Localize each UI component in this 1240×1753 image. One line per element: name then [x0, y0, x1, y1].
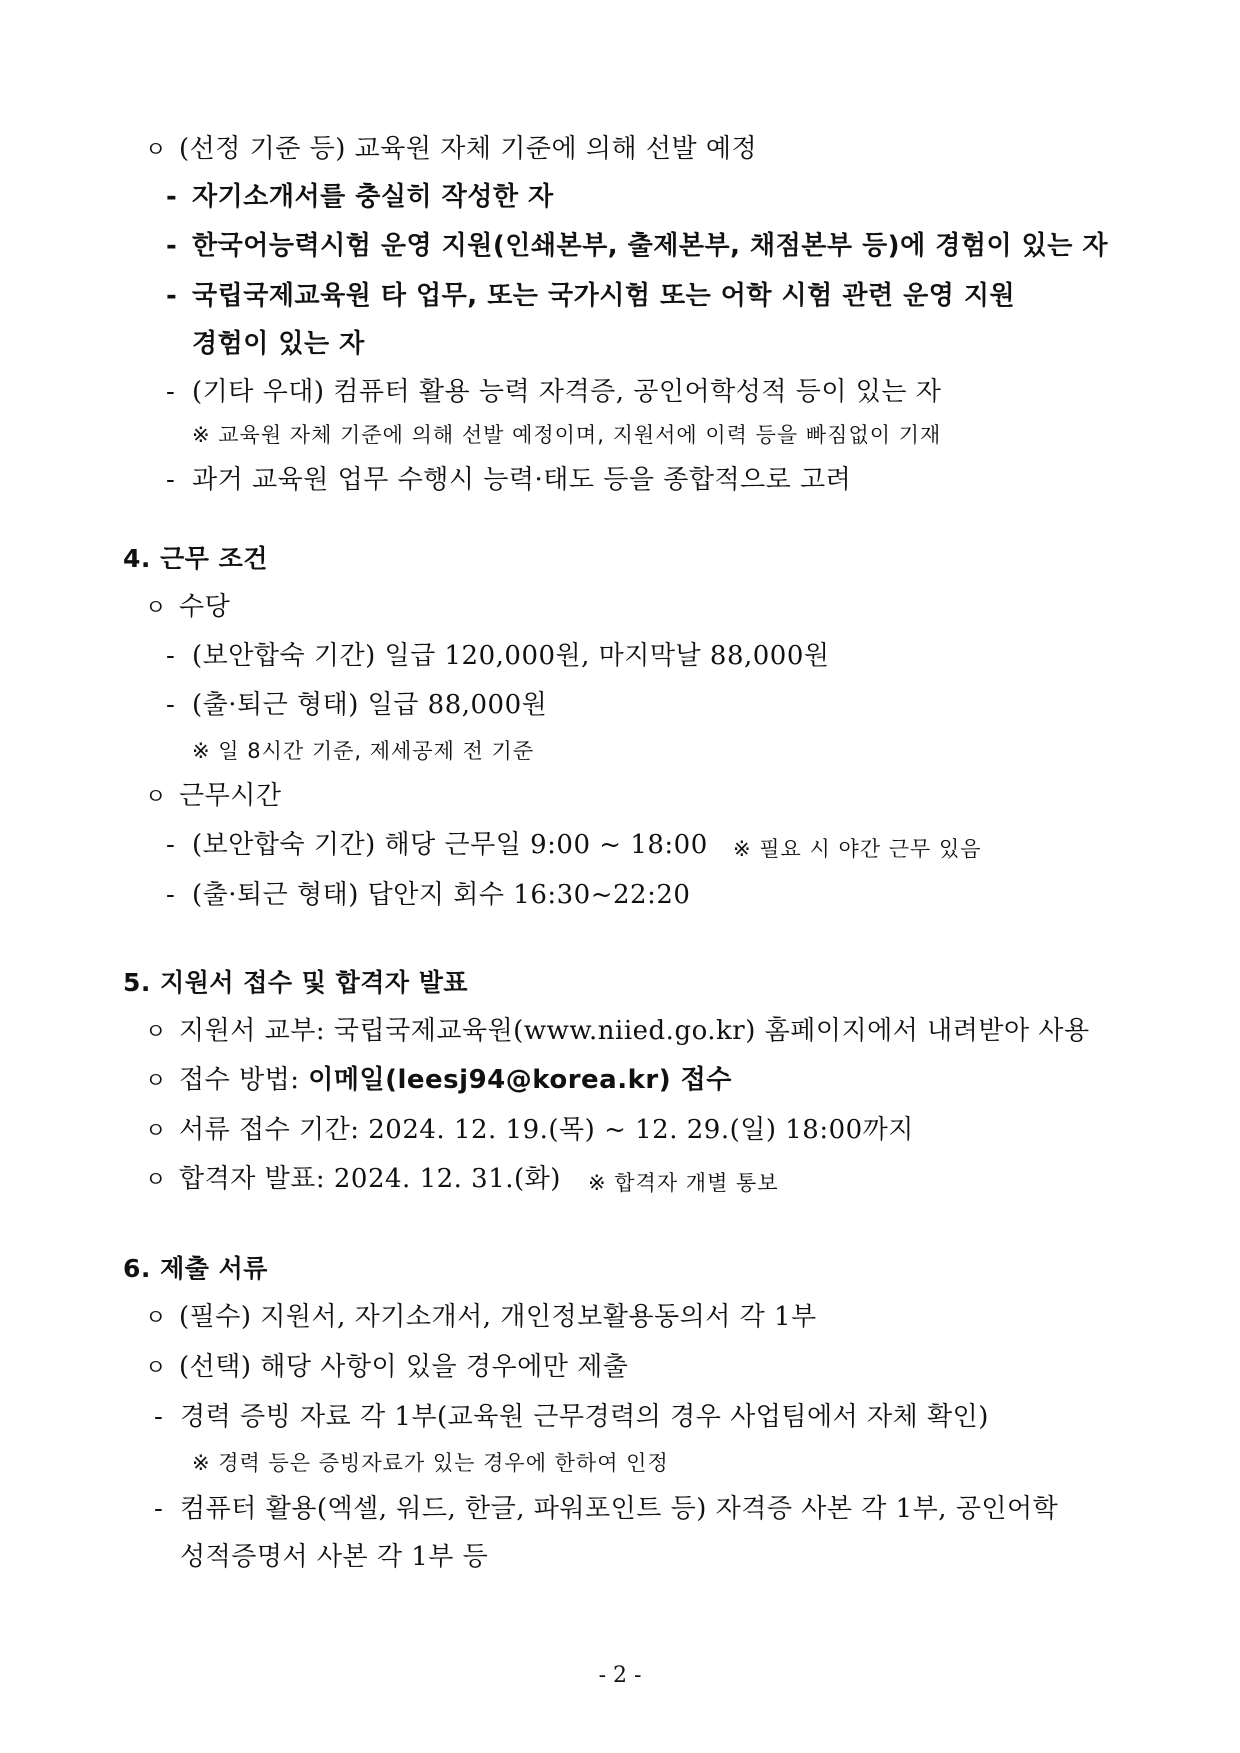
- bullet-marker: ㅇ: [145, 1306, 167, 1331]
- criteria-subitem: [166, 279, 1015, 313]
- bullet-marker: ㅇ: [145, 1020, 167, 1045]
- document-subitem-text: 경력 증빙 자료 각 1부(교육원 근무경력의 경우 사업팀에서 자체 확인): [180, 1402, 989, 1432]
- section-heading: 5. 지원서 접수 및 합격자 발표: [123, 968, 469, 997]
- criteria-subitem-continuation: 경험이 있는 자: [192, 329, 365, 359]
- condition-subitem: [166, 878, 690, 912]
- condition-subitem: [166, 639, 830, 673]
- criteria-subitem: [166, 180, 554, 214]
- document-subitem-text: 컴퓨터 활용(엑셀, 워드, 한글, 파워포인트 등) 자격증 사본 각 1부, 공인어학: [180, 1494, 1059, 1524]
- dash-marker: -: [166, 830, 176, 860]
- dash-marker: -: [154, 1494, 164, 1524]
- application-item: [145, 1113, 914, 1149]
- dash-marker: -: [166, 465, 176, 495]
- document-item: [145, 1300, 817, 1336]
- criteria-subitem-text: 한국어능력시험 운영 지원(인쇄본부, 출제본부, 채점본부 등)에 경험이 있는 자: [192, 231, 1109, 261]
- bullet-marker: ㅇ: [145, 1356, 167, 1381]
- application-label: 접수 방법:: [179, 1065, 309, 1095]
- application-item: [145, 1162, 561, 1198]
- criteria-item: [145, 132, 757, 168]
- dash-marker: -: [166, 377, 176, 407]
- criteria-subitem-text: 국립국제교육원 타 업무, 또는 국가시험 또는 어학 시험 관련 운영 지원: [192, 281, 1016, 311]
- application-email: 이메일(leesj94@korea.kr) 접수: [308, 1065, 732, 1095]
- condition-note: ※ 필요 시 야간 근무 있음: [733, 837, 982, 861]
- condition-subitem-text: (출·퇴근 형태) 일급 88,000원: [192, 690, 548, 720]
- document-subitem: [154, 1400, 989, 1434]
- bullet-marker: ㅇ: [145, 138, 167, 163]
- application-item: [145, 1014, 1090, 1050]
- criteria-note: ※ 교육원 자체 기준에 의해 선발 예정이며, 지원서에 이력 등을 빠짐없이 기재: [192, 423, 942, 447]
- document-item: [145, 1350, 628, 1386]
- bullet-marker: ㅇ: [145, 1168, 167, 1193]
- application-text: 서류 접수 기간: 2024. 12. 19.(목) ~ 12. 29.(일) 18:00까지: [179, 1115, 914, 1145]
- application-text: 지원서 교부: 국립국제교육원(www.niied.go.kr) 홈페이지에서 내려받아 사용: [179, 1016, 1090, 1046]
- page-number: - 2 -: [598, 1663, 642, 1688]
- criteria-subitem: [166, 463, 851, 497]
- section-heading: 4. 근무 조건: [123, 544, 268, 573]
- condition-note: ※ 일 8시간 기준, 제세공제 전 기준: [192, 739, 535, 763]
- condition-subitem: [166, 828, 708, 862]
- section-heading: 6. 제출 서류: [123, 1254, 268, 1283]
- dash-marker: -: [166, 231, 178, 261]
- bullet-marker: ㅇ: [145, 785, 167, 810]
- application-text: 합격자 발표: 2024. 12. 31.(화): [179, 1164, 561, 1194]
- dash-marker: -: [166, 281, 178, 311]
- criteria-subitem: [166, 375, 941, 409]
- dash-marker: -: [166, 182, 178, 212]
- dash-marker: -: [166, 690, 176, 720]
- application-item: [145, 1063, 732, 1099]
- bullet-marker: ㅇ: [145, 1069, 167, 1094]
- condition-text: 근무시간: [179, 781, 282, 811]
- application-note: ※ 합격자 개별 통보: [588, 1171, 779, 1195]
- document-text: (필수) 지원서, 자기소개서, 개인정보활용동의서 각 1부: [179, 1302, 817, 1332]
- criteria-text: (선정 기준 등) 교육원 자체 기준에 의해 선발 예정: [179, 134, 758, 164]
- condition-item: [145, 779, 281, 815]
- document-subitem: [154, 1492, 1058, 1526]
- dash-marker: -: [166, 641, 176, 671]
- bullet-marker: ㅇ: [145, 596, 167, 621]
- criteria-subitem-text: 과거 교육원 업무 수행시 능력·태도 등을 종합적으로 고려: [192, 465, 852, 495]
- condition-subitem-text: (출·퇴근 형태) 답안지 회수 16:30~22:20: [192, 880, 691, 910]
- condition-subitem: [166, 688, 547, 722]
- document-note: ※ 경력 등은 증빙자료가 있는 경우에 한하여 인정: [192, 1451, 669, 1475]
- document-text: (선택) 해당 사항이 있을 경우에만 제출: [179, 1352, 629, 1382]
- document-subitem-continuation: 성적증명서 사본 각 1부 등: [180, 1542, 489, 1572]
- dash-marker: -: [154, 1402, 164, 1432]
- condition-subitem-text: (보안합숙 기간) 일급 120,000원, 마지막날 88,000원: [192, 641, 830, 671]
- condition-item: [145, 590, 230, 626]
- condition-text: 수당: [179, 592, 231, 622]
- criteria-subitem-text: (기타 우대) 컴퓨터 활용 능력 자격증, 공인어학성적 등이 있는 자: [192, 377, 942, 407]
- criteria-subitem-text: 자기소개서를 충실히 작성한 자: [192, 182, 554, 212]
- condition-subitem-text: (보안합숙 기간) 해당 근무일 9:00 ~ 18:00: [192, 830, 708, 860]
- criteria-subitem: [166, 229, 1108, 263]
- dash-marker: -: [166, 880, 176, 910]
- bullet-marker: ㅇ: [145, 1119, 167, 1144]
